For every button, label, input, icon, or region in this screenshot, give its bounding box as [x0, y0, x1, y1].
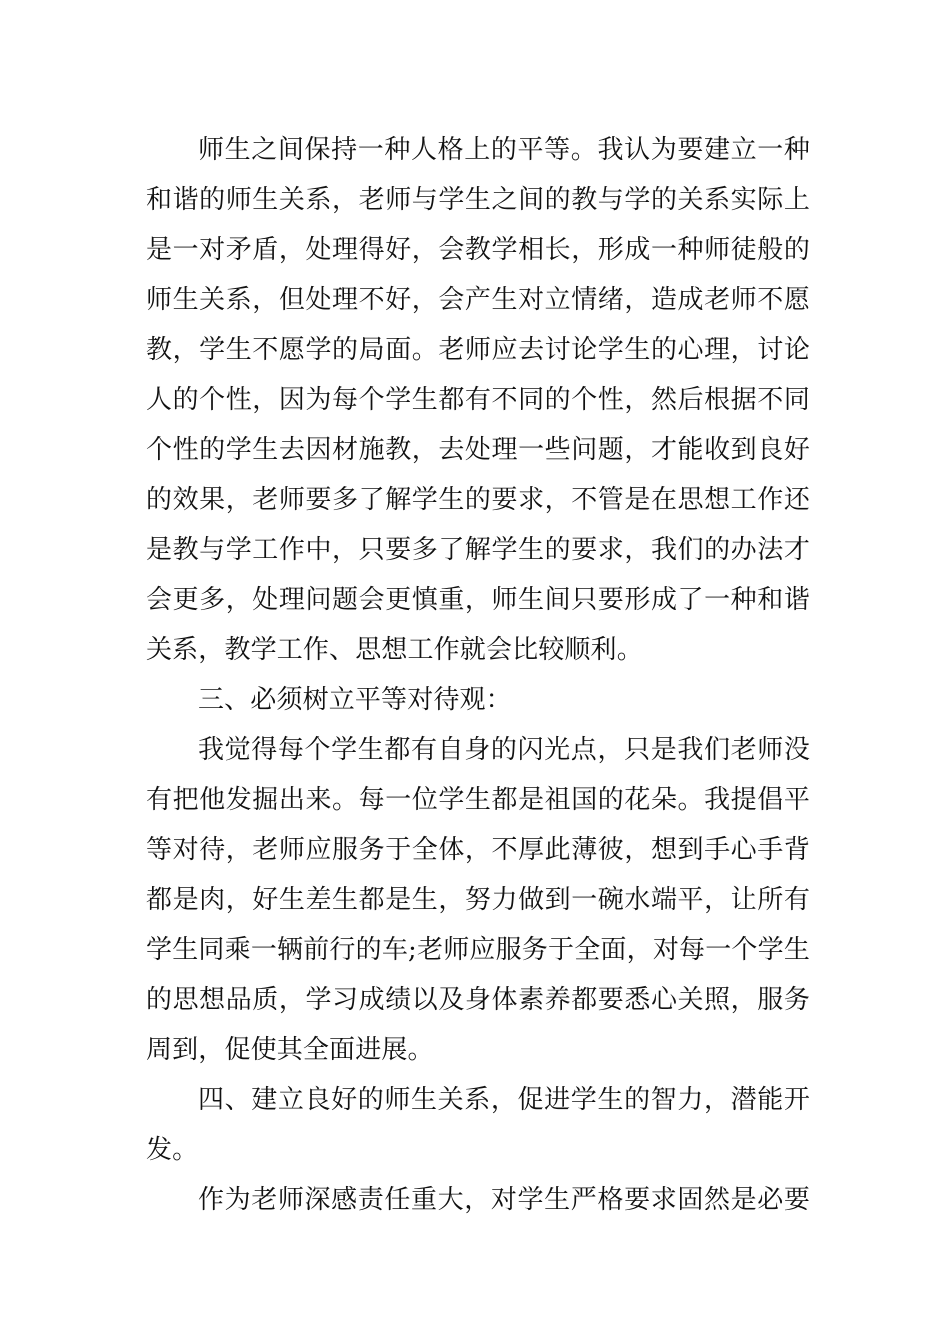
paragraph-line: 的思想品质，学习成绩以及身体素养都要悉心关照，服务	[146, 985, 810, 1015]
paragraph-line: 是教与学工作中，只要多了解学生的要求，我们的办法才	[146, 535, 810, 565]
paragraph-line: 人的个性，因为每个学生都有不同的个性，然后根据不同	[146, 385, 810, 415]
paragraph-line: 周到，促使其全面进展。	[146, 1035, 434, 1065]
paragraph-line: 都是肉，好生差生都是生，努力做到一碗水端平，让所有	[146, 885, 810, 915]
paragraph-line: 教，学生不愿学的局面。老师应去讨论学生的心理，讨论	[146, 335, 810, 365]
section-heading: 四、建立良好的师生关系，促进学生的智力，潜能开	[198, 1085, 810, 1115]
section-heading-continued: 发。	[146, 1135, 199, 1165]
paragraph-line: 的效果，老师要多了解学生的要求，不管是在思想工作还	[146, 485, 810, 515]
paragraph-line: 作为老师深感责任重大，对学生严格要求固然是必要	[198, 1185, 810, 1215]
section-heading: 三、必须树立平等对待观：	[198, 685, 512, 715]
paragraph-line: 是一对矛盾，处理得好，会教学相长，形成一种师徒般的	[146, 235, 810, 265]
paragraph-line: 我觉得每个学生都有自身的闪光点，只是我们老师没	[198, 735, 810, 765]
paragraph-line: 等对待，老师应服务于全体，不厚此薄彼，想到手心手背	[146, 835, 810, 865]
paragraph-line: 有把他发掘出来。每一位学生都是祖国的花朵。我提倡平	[146, 785, 810, 815]
paragraph-line: 关系，教学工作、思想工作就会比较顺利。	[146, 635, 643, 665]
paragraph-line: 会更多，处理问题会更慎重，师生间只要形成了一种和谐	[146, 585, 810, 615]
paragraph-line: 师生关系，但处理不好，会产生对立情绪，造成老师不愿	[146, 285, 810, 315]
paragraph-line: 个性的学生去因材施教，去处理一些问题，才能收到良好	[146, 435, 810, 465]
paragraph-line: 学生同乘一辆前行的车;老师应服务于全面，对每一个学生	[146, 935, 810, 965]
paragraph-line: 师生之间保持一种人格上的平等。我认为要建立一种	[198, 135, 810, 165]
paragraph-line: 和谐的师生关系，老师与学生之间的教与学的关系实际上	[146, 185, 810, 215]
